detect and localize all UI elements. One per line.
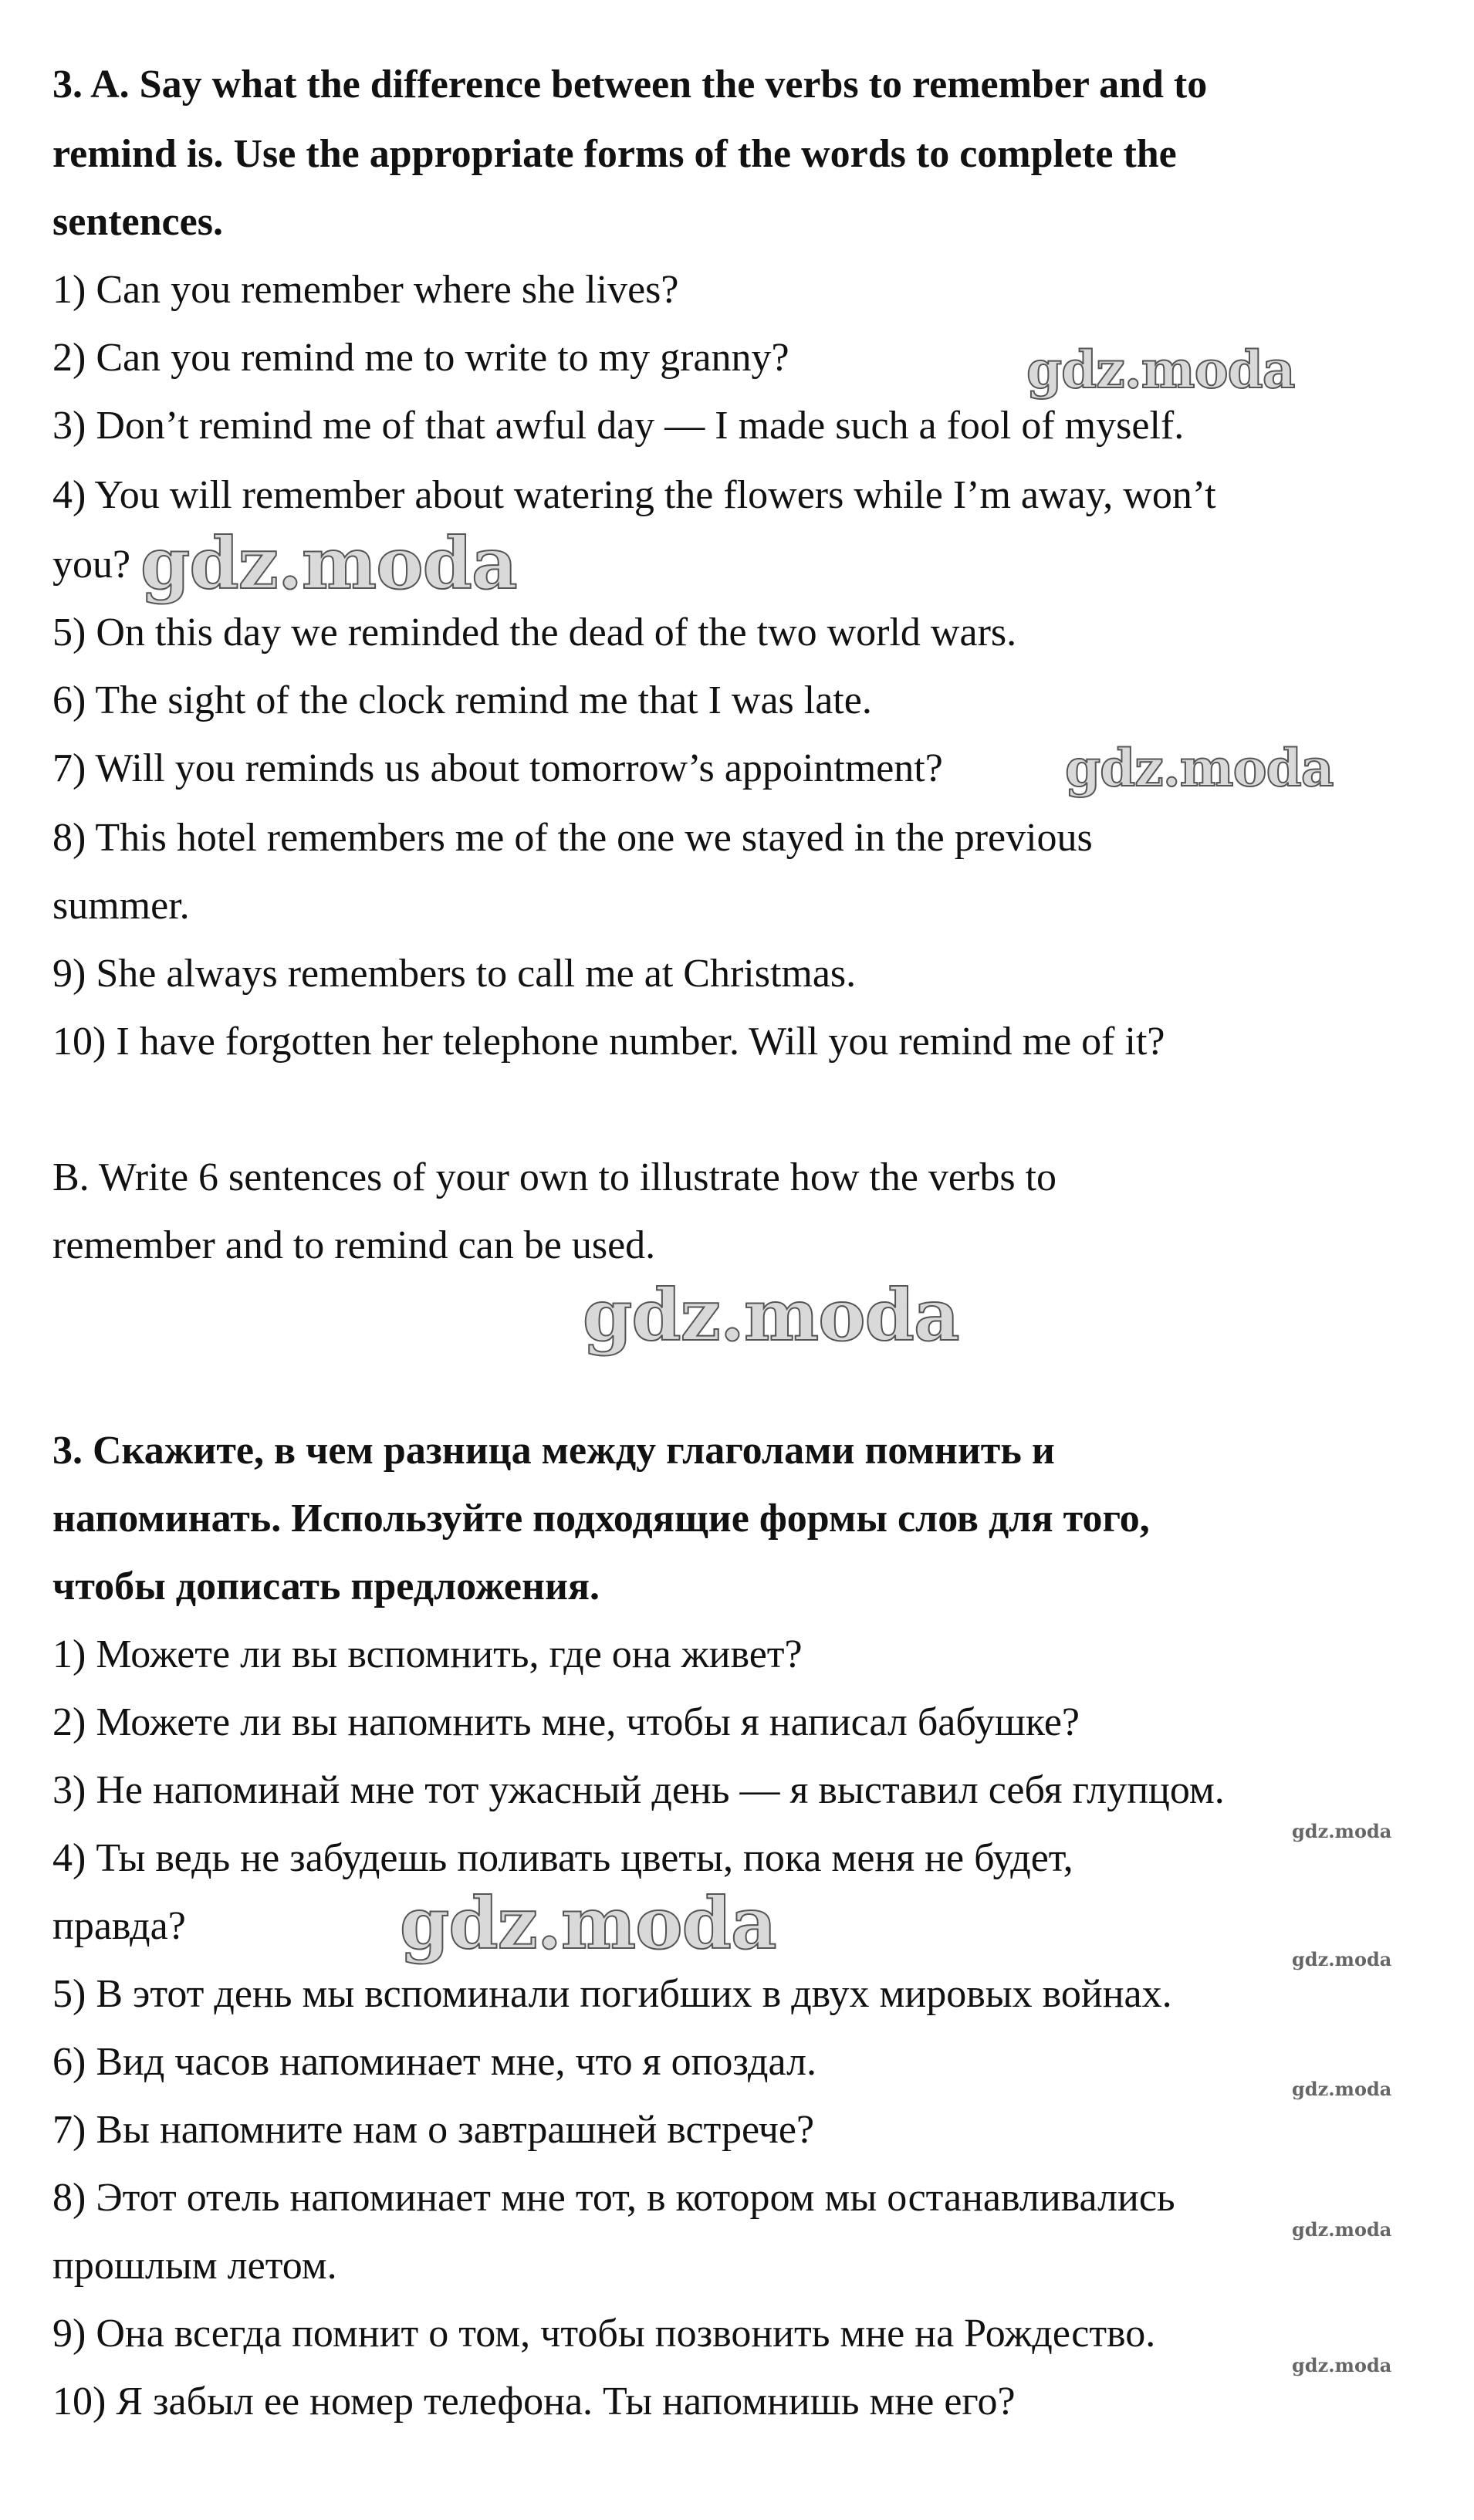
russian-title-line-2: напоминать. Используйте подходящие формы слов для того, <box>52 1497 1150 1541</box>
watermark-small: gdz.moda <box>1292 2218 1392 2241</box>
english-sentence-4: 4) You will remember about watering the flowers while I’m away, won’t <box>52 473 1216 517</box>
english-sentence-8-cont: summer. <box>52 884 190 928</box>
russian-sentence-3: 3) Не напоминай мне тот ужасный день — я выставил себя глупцом. <box>52 1768 1225 1812</box>
english-sentence-6: 6) The sight of the clock remind me that I was late. <box>52 678 872 722</box>
english-title-line-1: 3. A. Say what the difference between the verbs to remember and to <box>52 63 1208 107</box>
watermark-small: gdz.moda <box>1292 1820 1392 1842</box>
watermark-logo: gdz.moda <box>400 1882 776 1965</box>
russian-sentence-7: 7) Вы напомните нам о завтрашней встрече? <box>52 2108 815 2152</box>
watermark-logo: gdz.moda <box>583 1274 959 1357</box>
russian-sentence-9: 9) Она всегда помнит о том, чтобы позвонить мне на Рождество. <box>52 2312 1156 2356</box>
english-sentence-7: 7) Will you reminds us about tomorrow’s appointment? <box>52 746 943 790</box>
russian-sentence-2: 2) Можете ли вы напомнить мне, чтобы я написал бабушке? <box>52 1700 1080 1744</box>
russian-sentence-1: 1) Можете ли вы вспомнить, где она живет? <box>52 1632 803 1676</box>
english-sentence-2: 2) Can you remind me to write to my granny? <box>52 336 789 380</box>
english-title-line-2: remind is. Use the appropriate forms of the words to complete the <box>52 132 1177 176</box>
russian-sentence-4: 4) Ты ведь не забудешь поливать цветы, пока меня не будет, <box>52 1836 1073 1880</box>
english-sentence-5: 5) On this day we reminded the dead of the two world wars. <box>52 611 1017 655</box>
russian-sentence-4-cont: правда? <box>52 1904 186 1948</box>
english-sentence-4-cont: you? <box>52 543 131 587</box>
english-sentence-1: 1) Can you remember where she lives? <box>52 268 679 312</box>
watermark-small: gdz.moda <box>1292 2354 1392 2376</box>
russian-sentence-10: 10) Я забыл ее номер телефона. Ты напомнишь мне его? <box>52 2380 1016 2424</box>
russian-title-line-3: чтобы дописать предложения. <box>52 1564 600 1608</box>
english-sentence-8: 8) This hotel remembers me of the one we stayed in the previous <box>52 816 1093 860</box>
russian-title-line-1: 3. Скажите, в чем разница между глаголами помнить и <box>52 1429 1055 1473</box>
watermark-logo: gdz.moda <box>1065 738 1334 798</box>
english-title-line-3: sentences. <box>52 200 223 244</box>
task-b-line-1: B. Write 6 sentences of your own to illustrate how the verbs to <box>52 1155 1057 1199</box>
task-b-line-2: remember and to remind can be used. <box>52 1223 656 1267</box>
watermark-logo: gdz.moda <box>140 522 517 605</box>
watermark-small: gdz.moda <box>1292 2078 1392 2100</box>
english-sentence-3: 3) Don’t remind me of that awful day — I made such a fool of myself. <box>52 404 1185 448</box>
watermark-logo: gdz.moda <box>1026 340 1295 400</box>
english-sentence-10: 10) I have forgotten her telephone number. Will you remind me of it? <box>52 1020 1165 1064</box>
english-sentence-9: 9) She always remembers to call me at Christmas. <box>52 952 857 996</box>
russian-sentence-5: 5) В этот день мы вспоминали погибших в двух мировых войнах. <box>52 1972 1172 2016</box>
watermark-small: gdz.moda <box>1292 1948 1392 1970</box>
russian-sentence-8-cont: прошлым летом. <box>52 2244 337 2288</box>
russian-sentence-6: 6) Вид часов напоминает мне, что я опоздал. <box>52 2040 816 2084</box>
russian-sentence-8: 8) Этот отель напоминает мне тот, в котором мы останавливались <box>52 2176 1175 2220</box>
